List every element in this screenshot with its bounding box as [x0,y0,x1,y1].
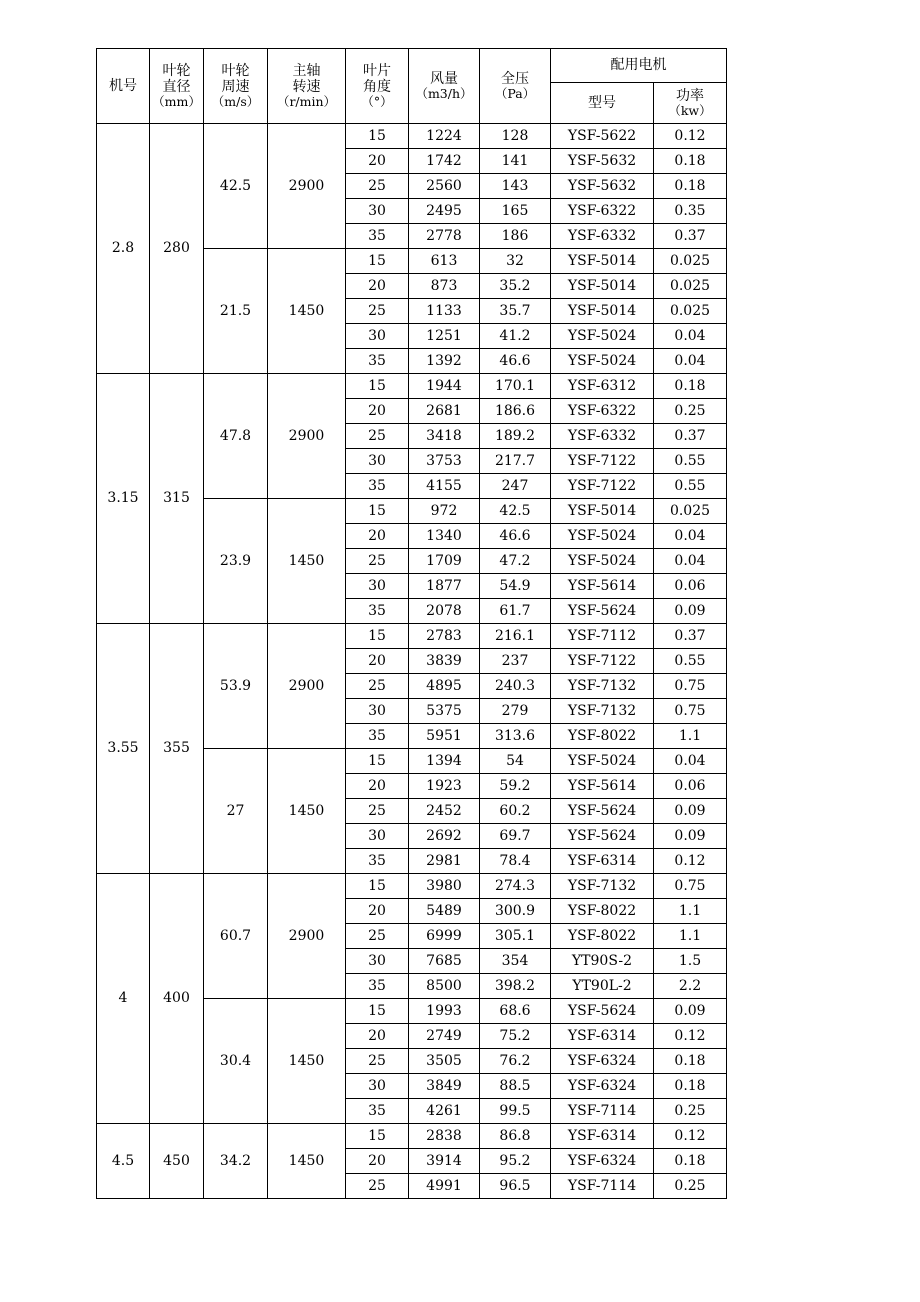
blade-angle-cell: 30 [346,699,409,724]
motor-model-cell: YSF-7122 [551,449,654,474]
motor-power-cell: 0.09 [654,799,727,824]
air-flow-cell: 5489 [409,899,480,924]
motor-power-cell: 0.37 [654,224,727,249]
blade-angle-cell: 15 [346,624,409,649]
motor-power-cell: 1.1 [654,899,727,924]
blade-angle-cell: 15 [346,124,409,149]
motor-power-cell: 0.04 [654,749,727,774]
air-flow-cell: 2560 [409,174,480,199]
tip-speed-cell: 60.7 [204,874,268,999]
blade-angle-cell: 20 [346,399,409,424]
air-flow-cell: 2495 [409,199,480,224]
blade-angle-cell: 30 [346,574,409,599]
motor-power-cell: 0.12 [654,1024,727,1049]
shaft-speed-cell: 1450 [268,499,346,624]
air-flow-cell: 3505 [409,1049,480,1074]
air-flow-cell: 3839 [409,649,480,674]
blade-angle-cell: 15 [346,999,409,1024]
motor-model-cell: YSF-8022 [551,899,654,924]
air-flow-cell: 2778 [409,224,480,249]
blade-angle-cell: 15 [346,374,409,399]
motor-power-cell: 0.55 [654,649,727,674]
motor-model-cell: YSF-5624 [551,999,654,1024]
air-flow-cell: 2783 [409,624,480,649]
motor-model-cell: YSF-5024 [551,524,654,549]
blade-angle-cell: 25 [346,1049,409,1074]
motor-model-cell: YSF-8022 [551,724,654,749]
air-flow-cell: 1392 [409,349,480,374]
motor-power-cell: 0.55 [654,449,727,474]
air-flow-cell: 873 [409,274,480,299]
machine-number-cell: 2.8 [97,124,150,374]
blade-angle-cell: 25 [346,174,409,199]
blade-angle-cell: 20 [346,649,409,674]
motor-model-cell: YSF-7122 [551,474,654,499]
motor-model-cell: YSF-5024 [551,749,654,774]
header-air-flow: 风量 （m3/h） [409,49,480,124]
total-pressure-cell: 35.7 [480,299,551,324]
motor-power-cell: 0.09 [654,824,727,849]
motor-model-cell: YSF-6332 [551,224,654,249]
air-flow-cell: 3980 [409,874,480,899]
motor-model-cell: YSF-5014 [551,274,654,299]
air-flow-cell: 2681 [409,399,480,424]
machine-number-cell: 3.15 [97,374,150,624]
motor-model-cell: YSF-5624 [551,799,654,824]
blade-angle-cell: 25 [346,299,409,324]
total-pressure-cell: 46.6 [480,349,551,374]
total-pressure-cell: 78.4 [480,849,551,874]
air-flow-cell: 3753 [409,449,480,474]
motor-model-cell: YSF-6322 [551,399,654,424]
machine-number-cell: 3.55 [97,624,150,874]
motor-power-cell: 0.12 [654,1124,727,1149]
total-pressure-cell: 170.1 [480,374,551,399]
table-header [97,49,727,124]
table-body [97,124,727,1199]
motor-power-cell: 0.04 [654,349,727,374]
motor-model-cell: YSF-5024 [551,349,654,374]
motor-power-cell: 0.025 [654,249,727,274]
tip-speed-cell: 21.5 [204,249,268,374]
air-flow-cell: 1923 [409,774,480,799]
motor-power-cell: 0.12 [654,849,727,874]
total-pressure-cell: 59.2 [480,774,551,799]
motor-model-cell: YSF-6332 [551,424,654,449]
motor-power-cell: 0.25 [654,1099,727,1124]
air-flow-cell: 7685 [409,949,480,974]
shaft-speed-cell: 2900 [268,374,346,499]
impeller-diameter-cell: 315 [150,374,204,624]
blade-angle-cell: 20 [346,274,409,299]
blade-angle-cell: 20 [346,1024,409,1049]
blade-angle-cell: 35 [346,599,409,624]
header-impeller-tip-speed: 叶轮 周速 （m/s） [204,49,268,124]
total-pressure-cell: 240.3 [480,674,551,699]
motor-model-cell: YSF-6314 [551,849,654,874]
table-row [97,1124,727,1149]
air-flow-cell: 4895 [409,674,480,699]
motor-model-cell: YSF-6322 [551,199,654,224]
fan-spec-table [96,48,727,1199]
total-pressure-cell: 237 [480,649,551,674]
motor-power-cell: 0.37 [654,624,727,649]
total-pressure-cell: 247 [480,474,551,499]
total-pressure-cell: 76.2 [480,1049,551,1074]
motor-power-cell: 0.18 [654,1074,727,1099]
header-impeller-diameter: 叶轮 直径 （mm） [150,49,204,124]
blade-angle-cell: 20 [346,899,409,924]
total-pressure-cell: 54 [480,749,551,774]
blade-angle-cell: 15 [346,249,409,274]
blade-angle-cell: 20 [346,774,409,799]
motor-power-cell: 0.06 [654,774,727,799]
motor-model-cell: YSF-5014 [551,299,654,324]
motor-power-cell: 0.18 [654,374,727,399]
shaft-speed-cell: 1450 [268,249,346,374]
blade-angle-cell: 20 [346,524,409,549]
blade-angle-cell: 35 [346,974,409,999]
motor-power-cell: 0.12 [654,124,727,149]
motor-model-cell: YSF-5024 [551,324,654,349]
motor-power-cell: 0.25 [654,1174,727,1199]
shaft-speed-cell: 2900 [268,624,346,749]
motor-power-cell: 0.09 [654,599,727,624]
total-pressure-cell: 95.2 [480,1149,551,1174]
motor-power-cell: 1.1 [654,924,727,949]
blade-angle-cell: 35 [346,349,409,374]
total-pressure-cell: 68.6 [480,999,551,1024]
shaft-speed-cell: 1450 [268,749,346,874]
total-pressure-cell: 398.2 [480,974,551,999]
total-pressure-cell: 47.2 [480,549,551,574]
motor-model-cell: YSF-6324 [551,1149,654,1174]
total-pressure-cell: 189.2 [480,424,551,449]
total-pressure-cell: 274.3 [480,874,551,899]
air-flow-cell: 1877 [409,574,480,599]
tip-speed-cell: 47.8 [204,374,268,499]
blade-angle-cell: 35 [346,474,409,499]
total-pressure-cell: 88.5 [480,1074,551,1099]
air-flow-cell: 8500 [409,974,480,999]
motor-model-cell: YSF-5624 [551,824,654,849]
motor-model-cell: YT90L-2 [551,974,654,999]
blade-angle-cell: 15 [346,749,409,774]
motor-power-cell: 0.37 [654,424,727,449]
motor-model-cell: YSF-5024 [551,549,654,574]
motor-model-cell: YSF-7112 [551,624,654,649]
air-flow-cell: 1340 [409,524,480,549]
blade-angle-cell: 35 [346,849,409,874]
blade-angle-cell: 15 [346,1124,409,1149]
header-motor-power: 功率 （kw） [654,83,727,124]
tip-speed-cell: 53.9 [204,624,268,749]
air-flow-cell: 3418 [409,424,480,449]
air-flow-cell: 972 [409,499,480,524]
blade-angle-cell: 20 [346,149,409,174]
motor-model-cell: YSF-5624 [551,599,654,624]
motor-power-cell: 0.18 [654,1049,727,1074]
total-pressure-cell: 99.5 [480,1099,551,1124]
blade-angle-cell: 35 [346,1099,409,1124]
motor-power-cell: 1.5 [654,949,727,974]
motor-model-cell: YSF-5614 [551,774,654,799]
air-flow-cell: 2078 [409,599,480,624]
blade-angle-cell: 30 [346,1074,409,1099]
air-flow-cell: 1742 [409,149,480,174]
blade-angle-cell: 25 [346,799,409,824]
motor-power-cell: 0.04 [654,524,727,549]
blade-angle-cell: 30 [346,824,409,849]
total-pressure-cell: 128 [480,124,551,149]
table-row [97,624,727,649]
motor-power-cell: 0.18 [654,174,727,199]
motor-power-cell: 0.18 [654,1149,727,1174]
motor-power-cell: 0.04 [654,324,727,349]
air-flow-cell: 4991 [409,1174,480,1199]
air-flow-cell: 613 [409,249,480,274]
motor-model-cell: YSF-5014 [551,249,654,274]
motor-model-cell: YSF-5614 [551,574,654,599]
motor-power-cell: 0.35 [654,199,727,224]
total-pressure-cell: 96.5 [480,1174,551,1199]
blade-angle-cell: 25 [346,549,409,574]
air-flow-cell: 1133 [409,299,480,324]
blade-angle-cell: 15 [346,499,409,524]
motor-model-cell: YSF-7114 [551,1174,654,1199]
motor-model-cell: YSF-6324 [551,1049,654,1074]
total-pressure-cell: 141 [480,149,551,174]
shaft-speed-cell: 2900 [268,124,346,249]
total-pressure-cell: 186 [480,224,551,249]
total-pressure-cell: 35.2 [480,274,551,299]
table-row [97,374,727,399]
motor-power-cell: 0.06 [654,574,727,599]
motor-model-cell: YSF-5014 [551,499,654,524]
air-flow-cell: 1394 [409,749,480,774]
total-pressure-cell: 300.9 [480,899,551,924]
impeller-diameter-cell: 280 [150,124,204,374]
air-flow-cell: 1709 [409,549,480,574]
air-flow-cell: 3849 [409,1074,480,1099]
machine-number-cell: 4 [97,874,150,1124]
air-flow-cell: 2749 [409,1024,480,1049]
impeller-diameter-cell: 450 [150,1124,204,1199]
total-pressure-cell: 217.7 [480,449,551,474]
total-pressure-cell: 42.5 [480,499,551,524]
motor-model-cell: YSF-8022 [551,924,654,949]
motor-model-cell: YT90S-2 [551,949,654,974]
total-pressure-cell: 41.2 [480,324,551,349]
motor-power-cell: 0.75 [654,699,727,724]
header-shaft-speed: 主轴 转速 （r/min） [268,49,346,124]
air-flow-cell: 4261 [409,1099,480,1124]
air-flow-cell: 6999 [409,924,480,949]
tip-speed-cell: 42.5 [204,124,268,249]
header-blade-angle: 叶片 角度 （°） [346,49,409,124]
air-flow-cell: 3914 [409,1149,480,1174]
total-pressure-cell: 165 [480,199,551,224]
motor-power-cell: 1.1 [654,724,727,749]
total-pressure-cell: 305.1 [480,924,551,949]
motor-power-cell: 2.2 [654,974,727,999]
tip-speed-cell: 30.4 [204,999,268,1124]
motor-model-cell: YSF-5632 [551,149,654,174]
machine-number-cell: 4.5 [97,1124,150,1199]
total-pressure-cell: 279 [480,699,551,724]
blade-angle-cell: 25 [346,924,409,949]
total-pressure-cell: 46.6 [480,524,551,549]
tip-speed-cell: 27 [204,749,268,874]
total-pressure-cell: 313.6 [480,724,551,749]
header-matched-motor: 配用电机 [551,49,727,83]
impeller-diameter-cell: 355 [150,624,204,874]
blade-angle-cell: 25 [346,1174,409,1199]
total-pressure-cell: 186.6 [480,399,551,424]
total-pressure-cell: 32 [480,249,551,274]
motor-model-cell: YSF-6314 [551,1024,654,1049]
total-pressure-cell: 75.2 [480,1024,551,1049]
total-pressure-cell: 354 [480,949,551,974]
motor-model-cell: YSF-7132 [551,674,654,699]
tip-speed-cell: 34.2 [204,1124,268,1199]
motor-model-cell: YSF-6312 [551,374,654,399]
total-pressure-cell: 61.7 [480,599,551,624]
blade-angle-cell: 25 [346,424,409,449]
impeller-diameter-cell: 400 [150,874,204,1124]
total-pressure-cell: 54.9 [480,574,551,599]
air-flow-cell: 5951 [409,724,480,749]
motor-model-cell: YSF-7132 [551,699,654,724]
blade-angle-cell: 30 [346,324,409,349]
blade-angle-cell: 30 [346,449,409,474]
motor-power-cell: 0.04 [654,549,727,574]
air-flow-cell: 1251 [409,324,480,349]
header-total-pressure: 全压 （Pa） [480,49,551,124]
motor-model-cell: YSF-5622 [551,124,654,149]
motor-model-cell: YSF-7132 [551,874,654,899]
motor-power-cell: 0.09 [654,999,727,1024]
motor-power-cell: 0.025 [654,499,727,524]
motor-model-cell: YSF-6324 [551,1074,654,1099]
air-flow-cell: 2452 [409,799,480,824]
motor-power-cell: 0.55 [654,474,727,499]
motor-power-cell: 0.025 [654,274,727,299]
table-row [97,124,727,149]
tip-speed-cell: 23.9 [204,499,268,624]
shaft-speed-cell: 2900 [268,874,346,999]
total-pressure-cell: 86.8 [480,1124,551,1149]
total-pressure-cell: 143 [480,174,551,199]
blade-angle-cell: 15 [346,874,409,899]
motor-power-cell: 0.75 [654,874,727,899]
total-pressure-cell: 69.7 [480,824,551,849]
motor-power-cell: 0.025 [654,299,727,324]
motor-model-cell: YSF-5632 [551,174,654,199]
header-machine-no: 机号 [97,49,150,124]
total-pressure-cell: 60.2 [480,799,551,824]
motor-model-cell: YSF-7122 [551,649,654,674]
total-pressure-cell: 216.1 [480,624,551,649]
motor-model-cell: YSF-7114 [551,1099,654,1124]
motor-power-cell: 0.75 [654,674,727,699]
air-flow-cell: 2838 [409,1124,480,1149]
shaft-speed-cell: 1450 [268,1124,346,1199]
blade-angle-cell: 35 [346,724,409,749]
table-row [97,874,727,899]
air-flow-cell: 2981 [409,849,480,874]
blade-angle-cell: 30 [346,199,409,224]
air-flow-cell: 1224 [409,124,480,149]
blade-angle-cell: 30 [346,949,409,974]
motor-model-cell: YSF-6314 [551,1124,654,1149]
air-flow-cell: 5375 [409,699,480,724]
air-flow-cell: 1944 [409,374,480,399]
motor-power-cell: 0.25 [654,399,727,424]
air-flow-cell: 4155 [409,474,480,499]
header-motor-model: 型号 [551,83,654,124]
motor-power-cell: 0.18 [654,149,727,174]
blade-angle-cell: 25 [346,674,409,699]
shaft-speed-cell: 1450 [268,999,346,1124]
blade-angle-cell: 20 [346,1149,409,1174]
blade-angle-cell: 35 [346,224,409,249]
air-flow-cell: 1993 [409,999,480,1024]
air-flow-cell: 2692 [409,824,480,849]
